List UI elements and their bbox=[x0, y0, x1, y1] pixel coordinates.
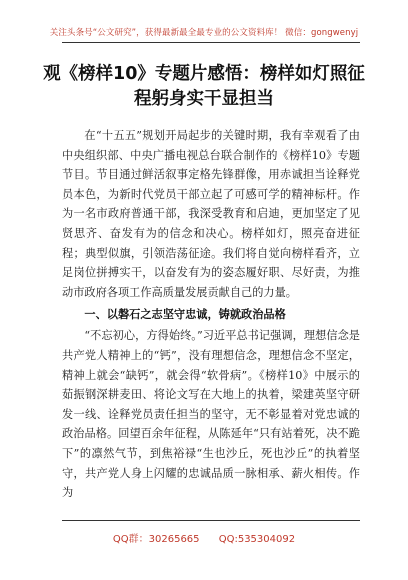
section-paragraph: “不忘初心，方得始终。”习近平总书记强调，理想信念是共产党人精神上的“钙”，没有理想信念，理想信念不坚定，精神上就会“缺钙”，就会得“软骨病”。《榜样10》中展示的茹振钢深耕麦田、将论文写在大地上的执着，梁建英坚守研发一线、诠释党员责任担当的坚守，无不彰显着对党忠诚的政治品格。回望百余年征程，从陈延年“只有站着死，决不跪下”的凛然气节，到焦裕禄“生也沙丘，死也沙丘”的执着坚守，共产党人身上闪耀的忠诚品质一脉相承、薪火相传。作为 bbox=[62, 329, 360, 500]
section-heading: 一、以磐石之志坚守忠诚，铸就政治品格 bbox=[84, 308, 286, 322]
footer-qq-group: QQ群：30265665 bbox=[112, 534, 200, 545]
document-title: 观《榜样10》专题片感悟：榜样如灯照征程躬身实干显担当 bbox=[43, 64, 365, 109]
header-banner: 关注头条号“公文研究”，获得最新最全最专业的公文资料库！ 微信：gongwenyj bbox=[49, 28, 359, 38]
header-rule bbox=[62, 42, 360, 43]
footer bbox=[0, 530, 408, 545]
intro-paragraph: 在“十五五”规划开局起步的关键时期，我有幸观看了由中央组织部、中央广播电视总台联合制作的《榜样10》专题节目。节目通过鲜活叙事定格先锋群像，用赤诚担当诠释党员本色，为新时代党员干部立起了可感可学的精神标杆。作为一名市政府普通干部，我深受教育和启迪，更加坚定了见贤思齐、奋发有为的信念和决心。榜样如灯，照亮奋进征程；典型似旗，引领浩荡征途。我们将自觉向榜样看齐，立足岗位拼搏实干，以奋发有为的姿态履好职、尽好责，为推动市政府各项工作高质量发展贡献自己的力量。 bbox=[62, 129, 360, 299]
footer-rule bbox=[62, 520, 360, 521]
document-body bbox=[62, 126, 360, 503]
footer-qq: QQ:535304092 bbox=[218, 534, 296, 545]
